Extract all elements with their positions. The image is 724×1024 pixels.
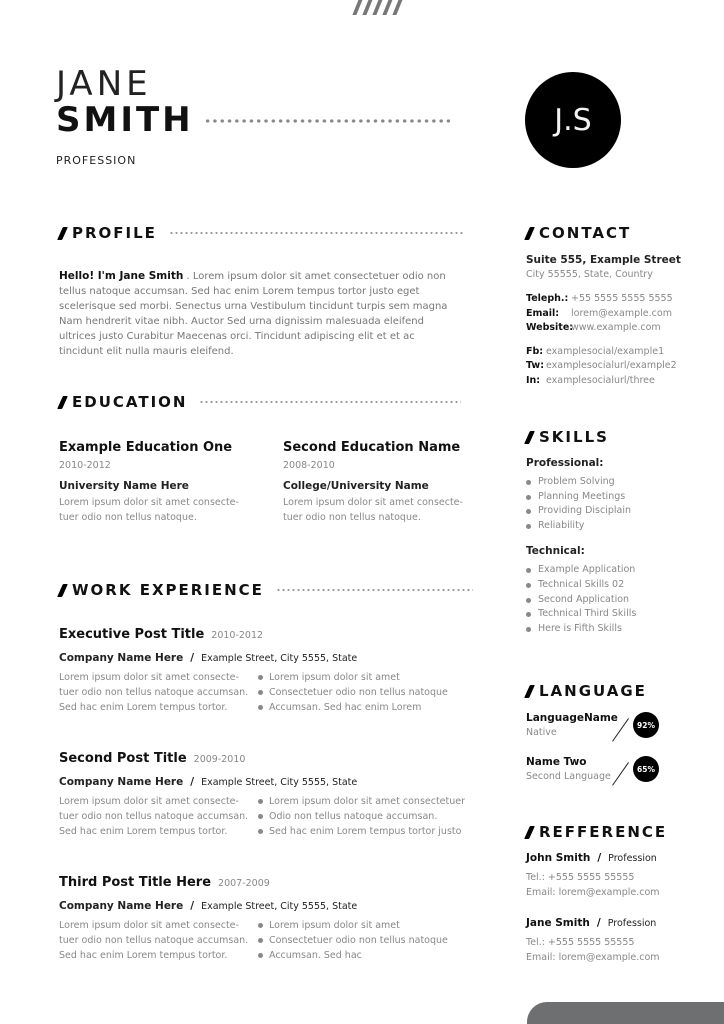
job-bullets — [258, 918, 448, 963]
separator: / — [190, 652, 195, 664]
education-title: Second Education Name — [283, 440, 461, 455]
slash-mark-icon — [524, 826, 535, 839]
slash-mark-icon — [524, 431, 535, 444]
dotted-divider — [204, 118, 450, 124]
job-years: 2009-2010 — [193, 754, 246, 765]
bullet-item: Accumsan. Sed hac enim Lorem — [258, 700, 448, 715]
job-bullets — [258, 794, 465, 839]
language-level: Second Language — [526, 771, 611, 782]
company-address: Example Street, City 5555, State — [201, 901, 358, 912]
company-name: Company Name Here — [59, 776, 184, 788]
education-item — [283, 440, 483, 525]
skill-item: Example Application — [526, 563, 716, 578]
bullet-item: Consectetuer odio non tellus natoque — [258, 933, 448, 948]
dotted-divider — [276, 588, 473, 592]
bullet-item: Lorem ipsum dolor sit amet — [258, 670, 448, 685]
initials: J.S — [554, 102, 592, 138]
contact-in-row — [526, 374, 716, 389]
slash-mark-icon — [57, 584, 68, 597]
contact-city: City 55555, State, Country — [526, 269, 653, 280]
section-work-heading — [60, 581, 473, 599]
skills-technical-list — [526, 563, 716, 636]
language-name: LanguageName — [526, 712, 618, 724]
skills-technical-label: Technical: — [526, 545, 585, 558]
skill-item: Technical Skills 02 — [526, 578, 716, 593]
education-years: 2010-2012 — [59, 460, 111, 471]
section-title: WORK EXPERIENCE — [72, 581, 264, 599]
company-name: Company Name Here — [59, 652, 184, 664]
phone-value: +55 5555 5555 5555 — [571, 293, 673, 304]
job-years: 2007-2009 — [218, 878, 270, 889]
contact-fb-row — [526, 345, 716, 360]
skills-block — [526, 457, 716, 636]
section-contact-heading — [527, 224, 631, 242]
dotted-divider — [169, 231, 464, 235]
job-bullets — [258, 670, 448, 715]
contact-email-row — [526, 307, 716, 322]
section-skills-heading — [527, 428, 609, 446]
contact-block — [526, 254, 716, 388]
profile-greeting: Hello! I'm Jane Smith — [59, 270, 184, 282]
reference-email: Email: lorem@example.com — [526, 952, 660, 963]
job-item — [59, 751, 469, 839]
initials-avatar — [525, 72, 621, 168]
slash-mark-icon — [524, 227, 535, 240]
skills-professional-list — [526, 475, 716, 533]
reference-name: Jane Smith — [526, 917, 590, 929]
section-title: PROFILE — [72, 224, 157, 242]
language-percent-badge: 65% — [633, 756, 659, 782]
reference-tel: Tel.: +555 5555 55555 — [526, 872, 635, 883]
website-label: Website: — [526, 322, 574, 333]
job-title: Third Post Title Here — [59, 875, 212, 890]
company-name: Company Name Here — [59, 900, 184, 912]
skill-item: Reliability — [526, 519, 716, 534]
website-value[interactable]: www.example.com — [571, 322, 661, 333]
skill-item: Technical Third Skills — [526, 607, 716, 622]
profile-text — [59, 269, 459, 359]
section-title: CONTACT — [539, 224, 632, 242]
contact-phone-row — [526, 292, 716, 307]
job-title: Second Post Title — [59, 751, 187, 766]
section-education-heading — [60, 393, 461, 411]
contact-website-row — [526, 321, 716, 336]
education-school: College/University Name — [283, 480, 429, 492]
language-item — [526, 756, 666, 792]
skill-item: Providing Disciplain — [526, 504, 716, 519]
skill-item: Problem Solving — [526, 475, 716, 490]
email-label: Email: — [526, 307, 560, 319]
bullet-item: Sed hac enim Lorem tempus tortor justo — [258, 824, 465, 839]
language-item — [526, 712, 666, 748]
language-percent-badge: 92% — [633, 712, 659, 738]
reference-profession: Profession — [607, 918, 657, 929]
education-desc: Lorem ipsum dolor sit amet consecte-tuer odio non tellus natoque. — [59, 497, 239, 523]
language-name: Name Two — [526, 756, 587, 768]
skill-item: Planning Meetings — [526, 490, 716, 505]
profile-body: . Lorem ipsum dolor sit amet consectetuer odio non tellus natoque accumsan. Sed hac enim Lorem tempus tortor justo eget scelerisque sed morbi. Senectus urna Vestibulum tincidunt turpis sem magna Nam hendrerit vitae nibh. Auctor Sed urna dignissim malesuada eleifend ultrices justo Curabitur Maecenas orci. Tincidunt adipiscing elit et et ac tincidunt elit nulla mauris eleifend. — [59, 271, 448, 357]
reference-tel: Tel.: +555 5555 55555 — [526, 937, 635, 948]
job-years: 2010-2012 — [211, 630, 264, 641]
last-name: SMITH — [56, 100, 194, 140]
education-title: Example Education One — [59, 440, 233, 455]
skill-item: Here is Fifth Skills — [526, 622, 716, 637]
education-item — [59, 440, 259, 525]
reference-item — [526, 917, 716, 965]
contact-address: Suite 555, Example Street — [526, 254, 681, 266]
fb-value[interactable]: examplesocial/example1 — [546, 345, 665, 357]
section-title: REFFERENCE — [539, 823, 668, 841]
skills-professional-label: Professional: — [526, 457, 604, 469]
profession-label: PROFESSION — [56, 154, 137, 167]
education-years: 2008-2010 — [283, 460, 335, 471]
tw-label: Tw: — [526, 360, 545, 371]
reference-profession: Profession — [608, 853, 657, 864]
job-desc: Lorem ipsum dolor sit amet consecte-tuer odio non tellus natoque accumsan. Sed hac enim Lorem tempus tortor. — [59, 920, 249, 961]
bullet-item: Lorem ipsum dolor sit amet consectetuer — [258, 794, 465, 809]
separator: / — [190, 776, 195, 788]
email-value[interactable]: lorem@example.com — [571, 307, 672, 319]
separator: / — [597, 852, 602, 864]
reference-item — [526, 852, 716, 900]
section-title: SKILLS — [539, 428, 609, 446]
reference-email: Email: lorem@example.com — [526, 887, 660, 898]
footer-decorative-bar — [527, 1002, 724, 1024]
job-desc: Lorem ipsum dolor sit amet consecte-tuer odio non tellus natoque accumsan. Sed hac enim Lorem tempus tortor. — [59, 796, 249, 837]
bullet-item: Accumsan. Sed hac — [258, 948, 448, 963]
slash-mark-icon — [524, 685, 535, 698]
job-desc: Lorem ipsum dolor sit amet consecte-tuer odio non tellus natoque accumsan. Sed hac enim Lorem tempus tortor. — [59, 672, 249, 713]
education-school: University Name Here — [59, 480, 189, 492]
section-reference-heading — [527, 823, 667, 841]
bullet-item: Lorem ipsum dolor sit amet — [258, 918, 448, 933]
separator: / — [596, 917, 601, 929]
reference-name: John Smith — [526, 852, 591, 864]
section-language-heading — [527, 682, 647, 700]
job-item — [59, 627, 469, 715]
first-name: JANE — [56, 64, 152, 104]
job-item — [59, 875, 469, 963]
in-label: In: — [526, 374, 541, 386]
company-address: Example Street, City 5555, State — [201, 777, 358, 788]
section-profile-heading — [60, 224, 464, 242]
separator: / — [190, 900, 195, 912]
slash-mark-icon — [57, 227, 68, 240]
slash-mark-icon — [57, 396, 68, 409]
education-desc: Lorem ipsum dolor sit amet consecte-tuer odio non tellus natoque. — [283, 497, 463, 523]
skill-item: Second Application — [526, 593, 716, 608]
job-title: Executive Post Title — [59, 627, 205, 642]
section-title: EDUCATION — [72, 393, 188, 411]
decorative-slashes — [356, 0, 400, 16]
section-title: LANGUAGE — [539, 682, 647, 700]
tw-value[interactable]: examplesocialurl/example2 — [546, 360, 677, 371]
fb-label: Fb: — [526, 345, 544, 357]
contact-tw-row — [526, 359, 716, 374]
in-value[interactable]: examplesocialurl/three — [546, 374, 655, 386]
phone-label: Teleph.: — [526, 293, 569, 304]
bullet-item: Odio non tellus natoque accumsan. — [258, 809, 465, 824]
bullet-item: Consectetuer odio non tellus natoque — [258, 685, 448, 700]
language-level: Native — [526, 727, 557, 738]
company-address: Example Street, City 5555, State — [201, 653, 358, 664]
dotted-divider — [199, 400, 461, 404]
